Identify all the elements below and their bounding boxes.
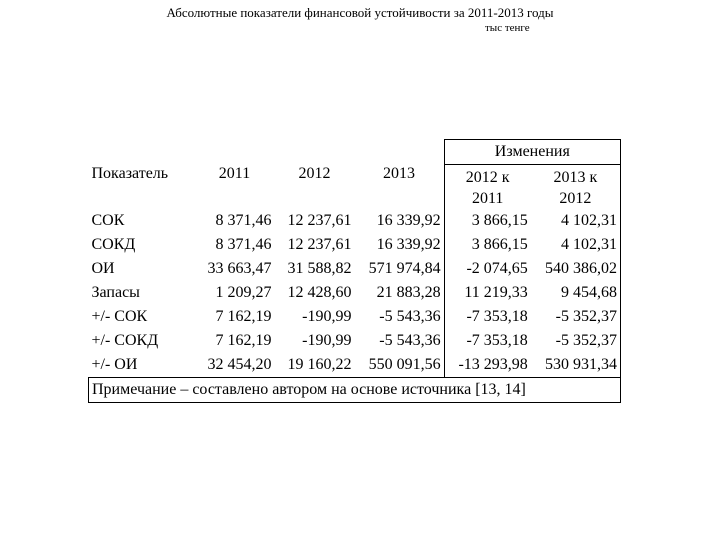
table-note: Примечание – составлено автором на основе источника [13, 14] [89, 378, 621, 403]
table-row [89, 233, 621, 257]
header-change-2013-vs-2012-line2: 2012 [531, 188, 621, 209]
cell-change-1: -7 353,18 [444, 329, 531, 353]
cell-2012: -190,99 [302, 308, 352, 325]
cell-2013: 16 339,92 [376, 236, 441, 253]
header-year-2012: 2012 [298, 165, 331, 183]
cell-2011: 1 209,27 [215, 284, 272, 301]
table-row [89, 329, 621, 353]
table-row [89, 281, 621, 305]
cell-2013: 21 883,28 [376, 284, 441, 301]
table-row [89, 209, 621, 233]
cell-change-1: 11 219,33 [444, 281, 531, 305]
cell-change-2: 540 386,02 [531, 257, 621, 281]
cell-2011: 8 371,46 [215, 212, 272, 229]
row-label: СОК [91, 212, 125, 229]
cell-change-1: 3 866,15 [444, 209, 531, 233]
table-caption-title: Абсолютные показатели финансовой устойчивости за 2011-2013 годы [166, 5, 554, 20]
cell-2013: 571 974,84 [368, 260, 441, 277]
row-label: +/- СОКД [91, 332, 159, 349]
cell-change-1: -13 293,98 [444, 353, 531, 378]
cell-change-2: 4 102,31 [531, 209, 621, 233]
row-label: СОКД [91, 236, 136, 253]
cell-2012: 12 237,61 [287, 212, 352, 229]
row-label: +/- ОИ [91, 356, 138, 373]
table-row [89, 353, 621, 378]
cell-change-2: -5 352,37 [531, 329, 621, 353]
header-indicator: Показатель [91, 165, 169, 183]
cell-change-1: -7 353,18 [444, 305, 531, 329]
cell-2013: -5 543,36 [379, 332, 441, 349]
cell-2012: -190,99 [302, 332, 352, 349]
table-header-row-1 [89, 140, 621, 165]
header-year-2013: 2013 [383, 165, 416, 183]
cell-2011: 32 454,20 [207, 356, 272, 373]
header-year-2011: 2011 [218, 165, 251, 183]
cell-2011: 33 663,47 [207, 260, 272, 277]
cell-2011: 8 371,46 [215, 236, 272, 253]
cell-change-1: 3 866,15 [444, 233, 531, 257]
cell-2012: 12 237,61 [287, 236, 352, 253]
header-change-2012-vs-2011-line2: 2011 [444, 188, 531, 209]
cell-2011: 7 162,19 [215, 308, 272, 325]
table-note-row [89, 378, 621, 403]
row-label: Запасы [91, 284, 140, 301]
cell-2012: 19 160,22 [287, 356, 352, 373]
header-change-2013-vs-2012-line1: 2013 к [531, 165, 621, 189]
financial-stability-table [88, 139, 621, 403]
table-unit-label: тыс тенге [485, 22, 530, 34]
cell-change-2: -5 352,37 [531, 305, 621, 329]
header-change-2012-vs-2011-line1: 2012 к [444, 165, 531, 189]
cell-2013: 16 339,92 [376, 212, 441, 229]
cell-change-2: 9 454,68 [531, 281, 621, 305]
row-label: ОИ [91, 260, 115, 277]
table-row [89, 305, 621, 329]
header-changes: Изменения [444, 140, 620, 165]
cell-2012: 12 428,60 [287, 284, 352, 301]
row-label: +/- СОК [91, 308, 148, 325]
cell-2013: -5 543,36 [379, 308, 441, 325]
cell-2011: 7 162,19 [215, 332, 272, 349]
cell-change-2: 530 931,34 [531, 353, 621, 378]
cell-change-2: 4 102,31 [531, 233, 621, 257]
cell-2012: 31 588,82 [287, 260, 352, 277]
cell-change-1: -2 074,65 [444, 257, 531, 281]
cell-2013: 550 091,56 [368, 356, 441, 373]
table-row [89, 257, 621, 281]
